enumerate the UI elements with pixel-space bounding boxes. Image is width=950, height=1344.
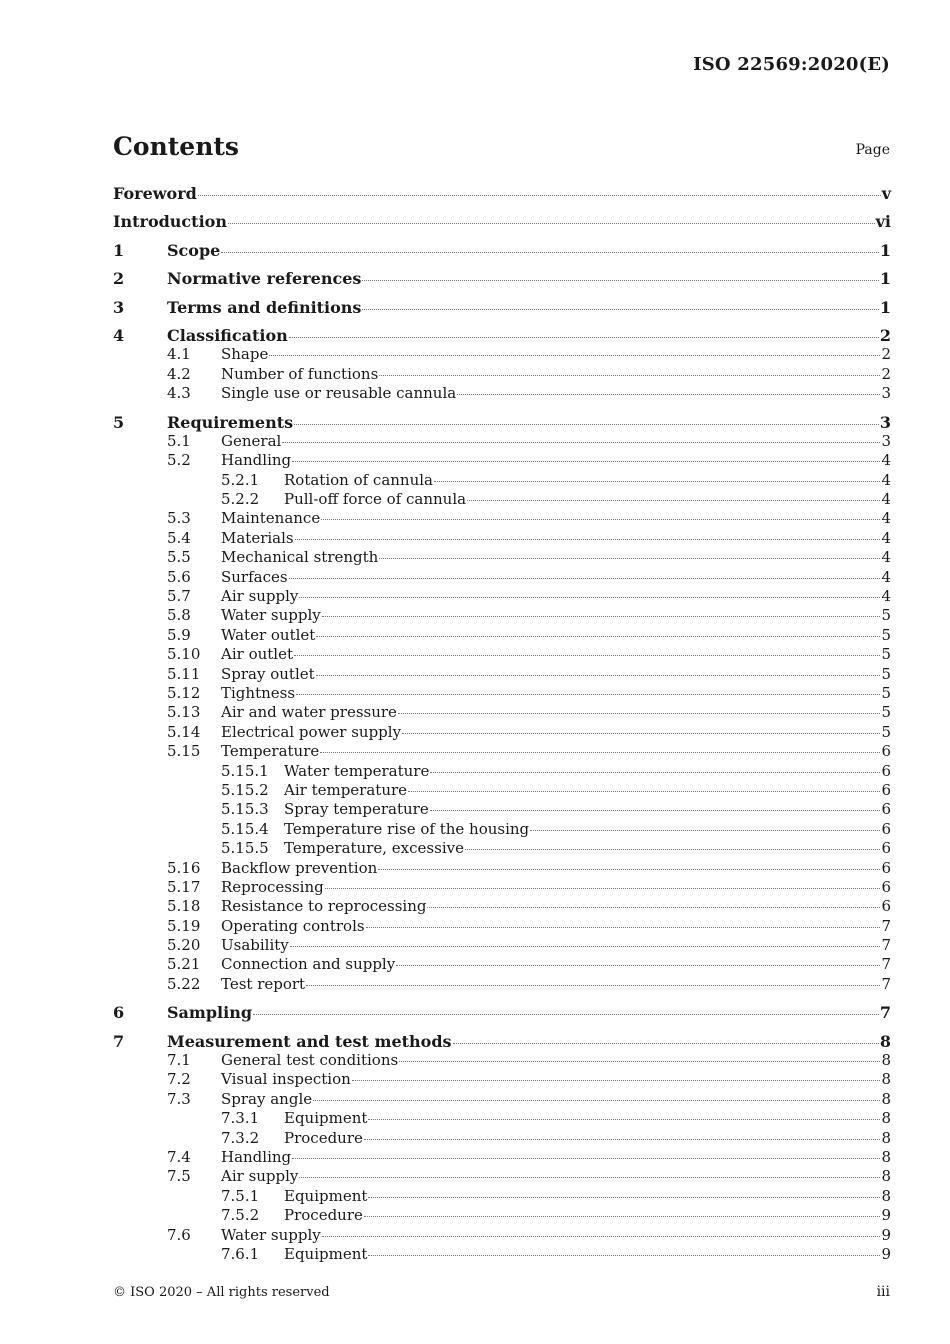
toc-entry-number: 7 [113,1031,125,1051]
toc-entry-number: 5.1 [167,431,191,450]
toc-entry-title: Water temperature [284,761,430,780]
toc-entry-page: 5 [881,606,891,625]
document-id: ISO 22569:2020(E) [693,54,890,75]
toc-entry-number: 1 [113,240,125,260]
toc-dot-leader [296,694,880,695]
toc-entry-number: 3 [113,297,125,317]
toc-dot-leader [402,733,880,734]
toc-entry[interactable] [113,212,891,231]
toc-entry-number: 5.19 [167,916,201,935]
toc-entry-title: Sampling [167,1003,253,1023]
toc-dot-leader [294,655,880,656]
toc-gap [113,203,891,212]
toc-entry-number: 7.3.1 [221,1109,260,1128]
toc-dot-leader [379,375,880,376]
toc-entry[interactable] [113,1226,891,1245]
toc-dot-leader [290,946,881,947]
toc-entry[interactable] [113,298,891,317]
toc-entry[interactable] [113,1051,891,1070]
toc-entry-number: 6 [113,1003,125,1023]
toc-entry-title: Temperature, excessive [284,839,464,858]
toc-entry[interactable] [113,1206,891,1225]
toc-dot-leader [221,252,879,253]
toc-entry[interactable] [113,1167,891,1186]
toc-entry[interactable] [113,684,891,703]
toc-entry-number: 5.6 [167,567,191,586]
toc-entry[interactable] [113,800,891,819]
toc-dot-leader [364,1139,881,1140]
toc-entry-title: Reprocessing [221,877,324,896]
toc-entry[interactable] [113,897,891,916]
toc-gap [113,994,891,1003]
page-column-label: Page [855,142,890,158]
toc-dot-leader [362,280,878,281]
toc-entry-page: 6 [881,761,891,780]
toc-entry-page: 4 [881,490,891,509]
toc-entry-title: Shape [221,345,269,364]
toc-entry-page: v [881,184,891,203]
toc-entry-number: 5.2.1 [221,470,260,489]
toc-dot-leader [289,578,881,579]
toc-entry-number: 4.1 [167,345,191,364]
toc-dot-leader [292,461,880,462]
toc-entry-number: 7.3.2 [221,1128,260,1147]
toc-entry[interactable] [113,365,891,384]
toc-entry-page: 6 [881,819,891,838]
toc-dot-leader [316,675,881,676]
toc-entry[interactable] [113,345,891,364]
toc-entry[interactable] [113,936,891,955]
toc-entry-number: 5.21 [167,955,201,974]
toc-entry-number: 4.2 [167,364,191,383]
toc-dot-leader [453,1043,879,1044]
toc-entry-page: 2 [881,345,891,364]
toc-dot-leader [316,636,880,637]
toc-entry-number: 5.15.2 [221,780,269,799]
toc-entry-number: 5.17 [167,877,201,896]
toc-entry-number: 5.15.3 [221,800,269,819]
copyright-notice: © ISO 2020 – All rights reserved [113,1285,330,1300]
toc-entry[interactable] [113,645,891,664]
toc-entry[interactable] [113,241,891,260]
toc-dot-leader [378,869,880,870]
toc-entry[interactable] [113,742,891,761]
toc-entry[interactable] [113,762,891,781]
toc-entry-title: Equipment [284,1109,368,1128]
toc-entry-title: Visual inspection [221,1070,351,1089]
toc-entry[interactable] [113,1070,891,1089]
toc-dot-leader [292,1158,880,1159]
toc-entry-page: 3 [881,431,891,450]
toc-entry-title: Materials [221,528,294,547]
toc-entry[interactable] [113,184,891,203]
toc-entry-page: 5 [881,645,891,664]
toc-entry-number: 7.5.1 [221,1186,260,1205]
toc-dot-leader [430,772,880,773]
toc-gap [113,260,891,269]
toc-entry-number: 7.1 [167,1051,191,1070]
toc-entry-number: 5.10 [167,645,201,664]
toc-entry-page: 6 [881,780,891,799]
toc-entry[interactable] [113,384,891,403]
toc-entry-page: 4 [881,470,891,489]
toc-entry[interactable] [113,471,891,490]
toc-entry-number: 5.18 [167,897,201,916]
toc-entry-number: 5.15 [167,742,201,761]
toc-entry-page: 2 [879,325,891,345]
toc-entry[interactable] [113,490,891,509]
toc-dot-leader [313,1100,880,1101]
toc-entry-number: 5.15.5 [221,839,269,858]
toc-entry[interactable] [113,839,891,858]
toc-entry-title: Water supply [221,1225,321,1244]
page-title: Contents [113,132,240,161]
toc-entry-title: Operating controls [221,916,365,935]
toc-entry-page: 8 [881,1167,891,1186]
toc-entry-page: 6 [881,858,891,877]
toc-entry-page: 4 [881,451,891,470]
toc-entry-title: Maintenance [221,509,321,528]
toc-dot-leader [427,907,880,908]
toc-entry-page: 5 [881,703,891,722]
toc-entry-page: vi [875,212,891,232]
toc-entry-page: 8 [881,1186,891,1205]
toc-entry-title: Spray angle [221,1089,313,1108]
toc-entry-number: 2 [113,269,125,289]
toc-entry-number: 5.15.4 [221,819,269,838]
toc-entry-title: Tightness [221,683,296,702]
toc-entry[interactable] [113,1148,891,1167]
toc-entry-title: Water outlet [221,625,316,644]
toc-dot-leader [325,888,881,889]
toc-entry-page: 5 [881,625,891,644]
toc-entry[interactable] [113,975,891,994]
toc-entry-number: 5.5 [167,548,191,567]
toc-gap [113,1023,891,1032]
toc-entry-number: 7.3 [167,1089,191,1108]
toc-entry-page: 8 [881,1147,891,1166]
toc-dot-leader [294,424,879,425]
toc-entry[interactable] [113,626,891,645]
toc-entry-title: Normative references [167,269,362,289]
toc-dot-leader [368,1197,880,1198]
toc-entry-title: Test report [221,974,306,993]
toc-entry-page: 6 [881,877,891,896]
toc-dot-leader [299,1177,880,1178]
toc-entry-title: Number of functions [221,364,379,383]
toc-entry-title: Handling [221,451,292,470]
toc-entry-title: Connection and supply [221,955,396,974]
toc-entry-title: Rotation of cannula [284,470,433,489]
toc-entry-page: 8 [881,1109,891,1128]
toc-entry-title: Equipment [284,1244,368,1263]
toc-entry-title: Temperature rise of the housing [284,819,530,838]
toc-entry[interactable] [113,413,891,432]
toc-entry-title: Air temperature [284,780,408,799]
toc-entry-page: 3 [879,412,891,432]
toc-entry-number: 5.7 [167,587,191,606]
toc-entry[interactable] [113,451,891,470]
toc-gap [113,289,891,298]
toc-gap [113,317,891,326]
toc-entry-number: 7.2 [167,1070,191,1089]
toc-entry[interactable] [113,548,891,567]
toc-dot-leader [457,394,880,395]
toc-entry-number: 7.6.1 [221,1244,260,1263]
toc-entry-title: Scope [167,240,221,260]
toc-gap [113,232,891,241]
toc-entry-number: 7.5.2 [221,1206,260,1225]
toc-entry[interactable] [113,917,891,936]
toc-entry[interactable] [113,509,891,528]
toc-entry[interactable] [113,568,891,587]
toc-dot-leader [289,337,879,338]
toc-entry-number: 5.13 [167,703,201,722]
toc-entry-page: 6 [881,742,891,761]
toc-entry[interactable] [113,878,891,897]
toc-entry-page: 7 [881,936,891,955]
toc-entry-number: 4 [113,325,125,345]
toc-entry[interactable] [113,269,891,288]
toc-entry-title: Single use or reusable cannula [221,384,457,403]
toc-entry[interactable] [113,665,891,684]
toc-dot-leader [352,1080,881,1081]
toc-entry-number: 5.2 [167,451,191,470]
toc-entry-page: 4 [881,567,891,586]
toc-dot-leader [398,713,881,714]
toc-entry-number: 5.20 [167,936,201,955]
toc-entry-page: 7 [881,916,891,935]
toc-gap [113,404,891,413]
toc-entry[interactable] [113,1187,891,1206]
toc-entry[interactable] [113,1090,891,1109]
toc-dot-leader [282,442,880,443]
toc-entry-number: 5 [113,412,125,432]
toc-dot-leader [368,1119,880,1120]
toc-entry-title: Terms and definitions [167,297,362,317]
toc-entry-page: 1 [879,269,891,289]
toc-entry-number: 7.6 [167,1225,191,1244]
toc-dot-leader [368,1255,880,1256]
toc-entry-page: 5 [881,683,891,702]
toc-dot-leader [399,1061,880,1062]
toc-entry-title: Classification [167,325,288,345]
toc-dot-leader [269,355,880,356]
toc-entry-page: 3 [881,384,891,403]
toc-entry-page: 9 [881,1206,891,1225]
toc-entry[interactable] [113,587,891,606]
toc-dot-leader [366,927,881,928]
toc-entry-page: 1 [879,240,891,260]
toc-entry-page: 8 [879,1031,891,1051]
toc-entry-title: Spray outlet [221,664,315,683]
toc-dot-leader [430,810,881,811]
toc-entry-title: Air supply [221,587,299,606]
toc-dot-leader [320,752,880,753]
toc-dot-leader [322,616,881,617]
toc-entry-title: Measurement and test methods [167,1031,452,1051]
toc-entry-title: Air outlet [221,645,293,664]
toc-entry[interactable] [113,1245,891,1264]
toc-entry-title: Electrical power supply [221,722,402,741]
toc-entry-page: 2 [881,364,891,383]
toc-entry[interactable] [113,859,891,878]
toc-dot-leader [253,1014,879,1015]
toc-dot-leader [408,791,880,792]
toc-entry-page: 9 [881,1225,891,1244]
toc-entry[interactable] [113,326,891,345]
toc-entry-page: 7 [879,1003,891,1023]
toc-dot-leader [321,519,880,520]
toc-entry[interactable] [113,781,891,800]
toc-entry[interactable] [113,820,891,839]
toc-entry-title: Foreword [113,184,197,203]
toc-entry-title: Handling [221,1147,292,1166]
toc-entry-page: 5 [881,664,891,683]
toc-entry[interactable] [113,432,891,451]
toc-entry-page: 8 [881,1128,891,1147]
toc-dot-leader [364,1216,881,1217]
toc-entry[interactable] [113,955,891,974]
toc-entry-number: 5.9 [167,625,191,644]
toc-dot-leader [467,500,880,501]
toc-entry-title: Pull-off force of cannula [284,490,467,509]
toc-entry-title: Equipment [284,1186,368,1205]
toc-dot-leader [198,195,881,196]
toc-dot-leader [530,830,880,831]
toc-dot-leader [228,223,875,224]
toc-entry-page: 6 [881,800,891,819]
toc-entry-title: Requirements [167,412,294,432]
toc-entry-title: Mechanical strength [221,548,379,567]
toc-entry-page: 7 [881,974,891,993]
toc-entry-number: 7.5 [167,1167,191,1186]
toc-entry-number: 5.16 [167,858,201,877]
table-of-contents [113,184,891,1264]
toc-entry-title: Spray temperature [284,800,429,819]
toc-entry-page: 5 [881,722,891,741]
toc-dot-leader [306,985,880,986]
toc-dot-leader [465,849,880,850]
toc-entry[interactable] [113,606,891,625]
toc-entry-number: 5.3 [167,509,191,528]
toc-entry-number: 7.4 [167,1147,191,1166]
toc-entry-number: 5.14 [167,722,201,741]
toc-entry-page: 9 [881,1244,891,1263]
toc-dot-leader [396,965,880,966]
toc-entry-page: 4 [881,528,891,547]
toc-entry-title: General [221,431,282,450]
toc-entry-title: General test conditions [221,1051,399,1070]
toc-entry-title: Air and water pressure [221,703,397,722]
toc-entry-number: 4.3 [167,384,191,403]
toc-entry-page: 8 [881,1051,891,1070]
toc-entry[interactable] [113,703,891,722]
toc-entry-title: Procedure [284,1206,363,1225]
toc-entry-number: 5.4 [167,528,191,547]
toc-entry-number: 5.2.2 [221,490,260,509]
toc-entry-title: Usability [221,936,289,955]
toc-entry-page: 8 [881,1070,891,1089]
toc-entry[interactable] [113,723,891,742]
page-number: iii [876,1284,890,1300]
toc-dot-leader [322,1236,881,1237]
toc-entry-title: Introduction [113,212,227,232]
toc-dot-leader [434,481,880,482]
toc-entry-title: Temperature [221,742,320,761]
toc-entry[interactable] [113,529,891,548]
toc-entry-page: 4 [881,587,891,606]
toc-entry-number: 5.8 [167,606,191,625]
toc-entry[interactable] [113,1032,891,1051]
toc-entry-title: Surfaces [221,567,288,586]
toc-entry-page: 1 [879,297,891,317]
toc-entry-number: 5.15.1 [221,761,269,780]
toc-dot-leader [295,539,881,540]
toc-entry-title: Resistance to reprocessing [221,897,427,916]
toc-entry-number: 5.22 [167,974,201,993]
toc-entry-page: 6 [881,897,891,916]
toc-entry[interactable] [113,1003,891,1022]
toc-entry-page: 4 [881,548,891,567]
toc-dot-leader [362,309,878,310]
toc-entry[interactable] [113,1109,891,1128]
toc-entry-page: 7 [881,955,891,974]
toc-entry[interactable] [113,1129,891,1148]
toc-entry-number: 5.12 [167,683,201,702]
toc-entry-page: 4 [881,509,891,528]
toc-entry-title: Air supply [221,1167,299,1186]
toc-dot-leader [379,558,880,559]
toc-entry-title: Water supply [221,606,321,625]
toc-entry-page: 8 [881,1089,891,1108]
toc-entry-page: 6 [881,839,891,858]
toc-entry-number: 5.11 [167,664,201,683]
toc-entry-title: Backflow prevention [221,858,378,877]
toc-dot-leader [299,597,880,598]
toc-entry-title: Procedure [284,1128,363,1147]
